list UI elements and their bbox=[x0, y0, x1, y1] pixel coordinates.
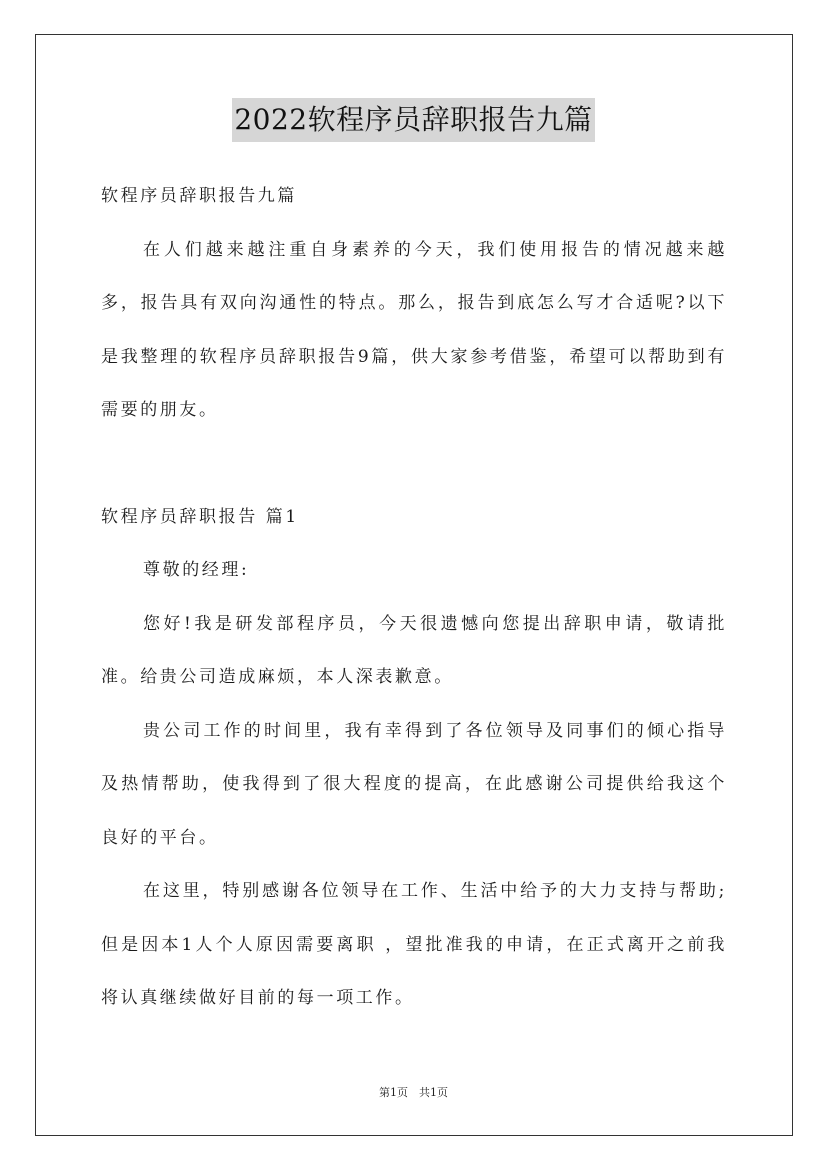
body-paragraph: 贵公司工作的时间里，我有幸得到了各位领导及同事们的倾心指导及热情帮助，使我得到了很大程度的提高，在此感谢公司提供给我这个良好的平台。 bbox=[101, 720, 727, 848]
body-paragraph: 您好!我是研发部程序员，今天很遗憾向您提出辞职申请，敬请批准。给贵公司造成麻烦，本人深表歉意。 bbox=[101, 613, 727, 687]
intro-paragraph: 在人们越来越注重自身素养的今天，我们使用报告的情况越来越多，报告具有双向沟通性的特点。那么，报告到底怎么写才合适呢?以下是我整理的软程序员辞职报告9篇，供大家参考借鉴，希望可以帮助到有需要的朋友。 bbox=[101, 239, 727, 420]
body-paragraph: 在这里，特别感谢各位领导在工作、生活中给予的大力支持与帮助;但是因本1人个人原因需要离职 ，望批准我的申请，在正式离开之前我将认真继续做好目前的每一项工作。 bbox=[101, 881, 727, 1008]
salutation: 尊敬的经理: bbox=[143, 560, 250, 580]
page-footer bbox=[0, 1084, 827, 1100]
section-heading: 软程序员辞职报告 篇1 bbox=[101, 506, 299, 527]
page-number: 第1页 共1页 bbox=[379, 1086, 448, 1099]
document-title: 2022软程序员辞职报告九篇 bbox=[232, 98, 594, 142]
section-spacer bbox=[101, 438, 727, 491]
document-subtitle: 软程序员辞职报告九篇 bbox=[101, 186, 297, 206]
title-container bbox=[0, 98, 827, 142]
document-body bbox=[101, 170, 727, 1026]
